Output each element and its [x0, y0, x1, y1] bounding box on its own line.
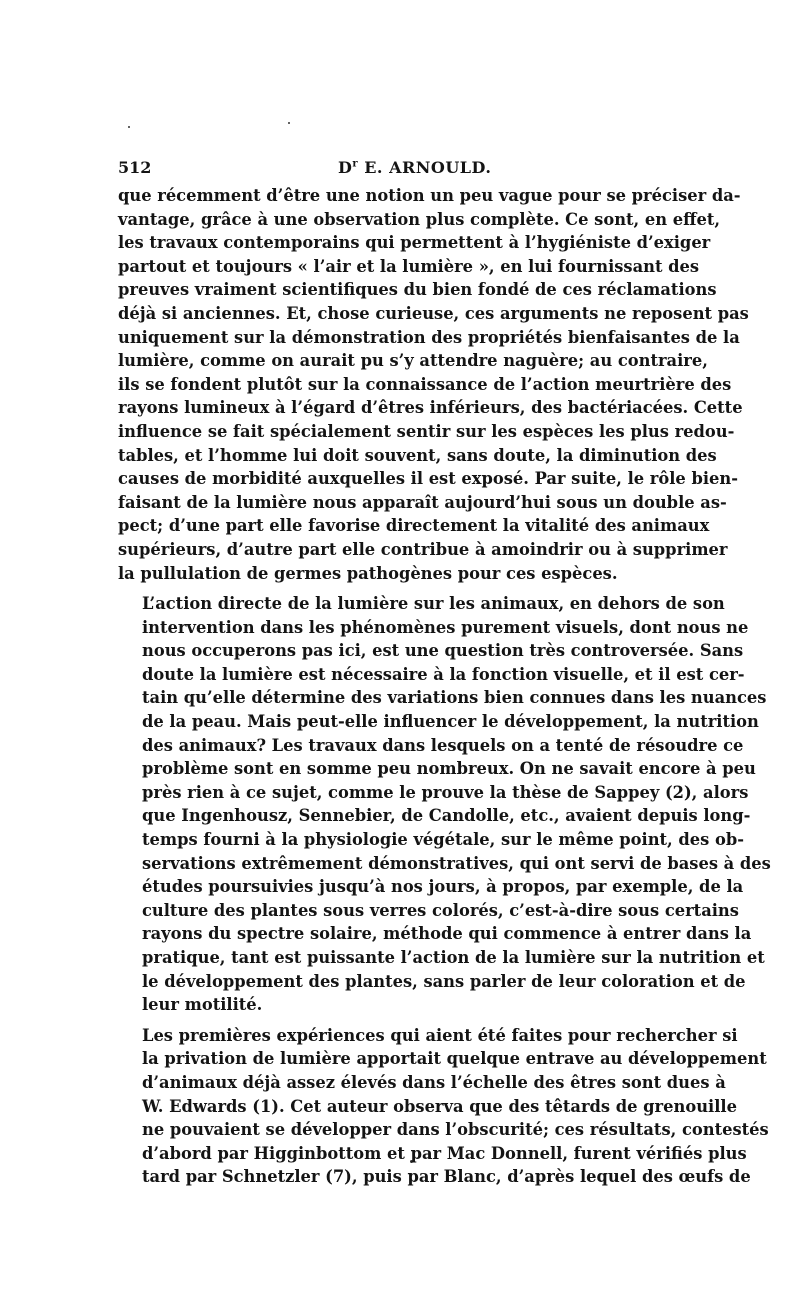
- text-line: tard par Schnetzler (7), puis par Blanc, d’après lequel des œufs de: [142, 1167, 751, 1187]
- text-line: temps fourni à la physiologie végétale, sur le même point, des ob-: [142, 830, 744, 850]
- author-prefix-sup: r: [352, 158, 359, 170]
- text-line: près rien à ce sujet, comme le prouve la thèse de Sappey (2), alors: [142, 782, 749, 802]
- print-speck: [288, 122, 290, 124]
- text-line: W. Edwards (1). Cet auteur observa que des têtards de grenouille: [142, 1096, 737, 1116]
- text-line: études poursuivies jusqu’à nos jours, à propos, par exemple, de la: [142, 877, 744, 897]
- author-name: E. ARNOULD.: [358, 158, 492, 177]
- body-text: [118, 184, 771, 1189]
- text-line: servations extrêmement démonstratives, qui ont servi de bases à des: [142, 853, 771, 873]
- text-line: uniquement sur la démonstration des propriétés bienfaisantes de la: [118, 327, 740, 347]
- text-line: pect; d’une part elle favorise directement la vitalité des animaux: [118, 516, 710, 536]
- text-line: la privation de lumière apportait quelque entrave au développement: [142, 1049, 767, 1069]
- text-line: les travaux contemporains qui permettent à l’hygiéniste d’exiger: [118, 233, 711, 253]
- text-line: influence se fait spécialement sentir sur les espèces les plus redou-: [118, 421, 735, 441]
- text-line: rayons du spectre solaire, méthode qui commence à entrer dans la: [142, 924, 752, 944]
- text-line: que récemment d’être une notion un peu vague pour se préciser da-: [118, 186, 741, 205]
- paragraph: [118, 184, 749, 585]
- text-line: déjà si anciennes. Et, chose curieuse, ces arguments ne reposent pas: [118, 303, 749, 323]
- text-line: lumière, comme on aurait pu s’y attendre naguère; au contraire,: [118, 351, 708, 371]
- text-line: causes de morbidité auxquelles il est exposé. Par suite, le rôle bien-: [118, 469, 738, 489]
- paragraph: [118, 592, 771, 1017]
- text-line: tables, et l’homme lui doit souvent, sans doute, la diminution des: [118, 445, 717, 465]
- text-line: supérieurs, d’autre part elle contribue à amoindrir ou à supprimer: [118, 539, 728, 559]
- text-line: nous occuperons pas ici, est une question très controversée. Sans: [142, 641, 744, 661]
- text-line: d’animaux déjà assez élevés dans l’échelle des êtres sont dues à: [142, 1072, 726, 1092]
- text-line: intervention dans les phénomènes purement visuels, dont nous ne: [142, 617, 749, 637]
- text-line: problème sont en somme peu nombreux. On ne savait encore à peu: [142, 759, 756, 779]
- text-line: culture des plantes sous verres colorés, c’est-à-dire sous certains: [142, 900, 739, 920]
- text-line: Les premières expériences qui aient été faites pour rechercher si: [142, 1025, 738, 1045]
- text-line: pratique, tant est puissante l’action de la lumière sur la nutrition et: [142, 948, 765, 967]
- page-number: 512: [118, 158, 152, 177]
- text-line: leur motilité.: [142, 995, 263, 1015]
- running-title: [338, 158, 491, 177]
- text-line: preuves vraiment scientifiques du bien fondé de ces réclamations: [118, 280, 717, 300]
- text-line: des animaux? Les travaux dans lesquels on a tenté de résoudre ce: [142, 735, 744, 755]
- text-line: partout et toujours « l’air et la lumière », en lui fournissant des: [118, 256, 700, 276]
- paragraph: [118, 1024, 769, 1189]
- running-head: [118, 158, 688, 182]
- author-prefix: D: [338, 158, 353, 177]
- text-line: ils se fondent plutôt sur la connaissance de l’action meurtrière des: [118, 374, 732, 394]
- text-line: d’abord par Higginbottom et par Mac Donnell, furent vérifiés plus: [142, 1143, 747, 1163]
- text-line: le développement des plantes, sans parler de leur coloration et de: [142, 971, 746, 991]
- text-line: faisant de la lumière nous apparaît aujourd’hui sous un double as-: [118, 492, 727, 512]
- text-line: vantage, grâce à une observation plus complète. Ce sont, en effet,: [118, 209, 721, 229]
- text-line: que Ingenhousz, Sennebier, de Candolle, etc., avaient depuis long-: [142, 806, 751, 826]
- print-speck: [128, 126, 130, 128]
- text-line: L’action directe de la lumière sur les animaux, en dehors de son: [142, 594, 725, 614]
- text-line: de la peau. Mais peut-elle influencer le développement, la nutrition: [142, 712, 759, 732]
- text-line: rayons lumineux à l’égard d’êtres inférieurs, des bactériacées. Cette: [118, 398, 743, 418]
- text-line: ne pouvaient se développer dans l’obscurité; ces résultats, contestés: [142, 1120, 769, 1140]
- text-line: tain qu’elle détermine des variations bien connues dans les nuances: [142, 688, 767, 708]
- text-line: doute la lumière est nécessaire à la fonction visuelle, et il est cer-: [142, 664, 745, 684]
- text-line: la pullulation de germes pathogènes pour ces espèces.: [118, 563, 618, 583]
